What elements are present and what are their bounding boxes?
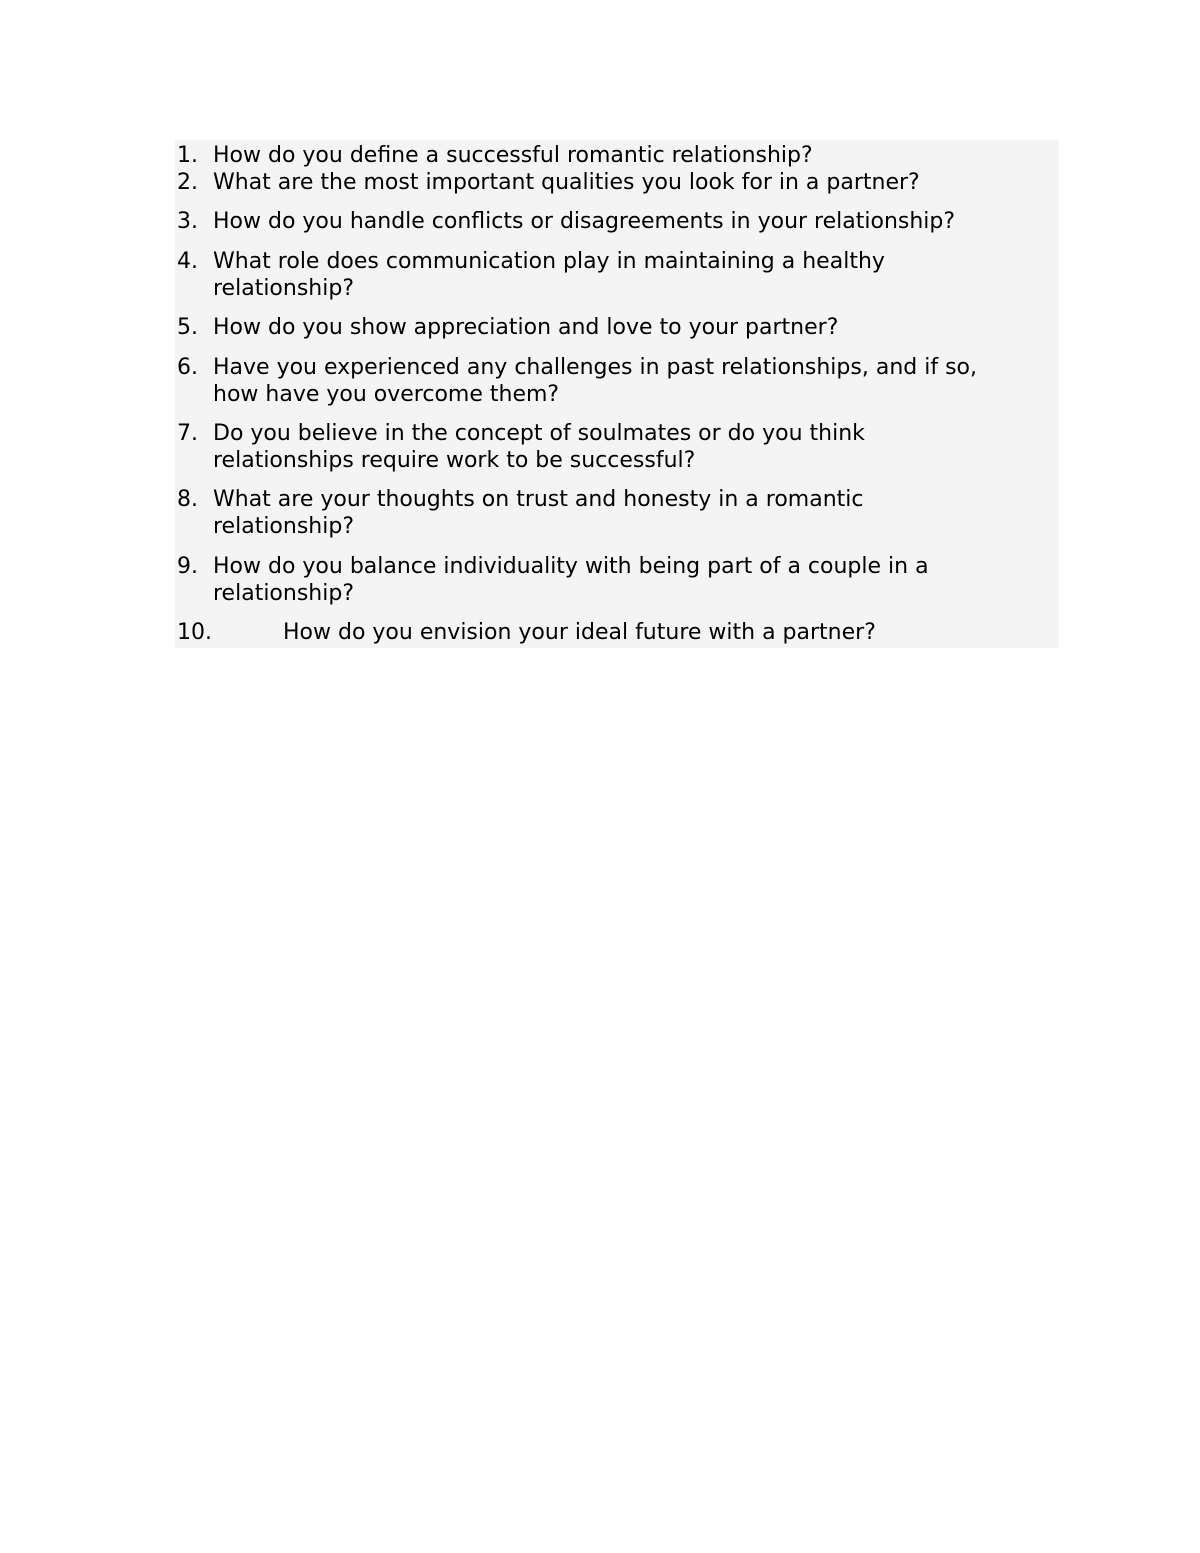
question-text-line-2: relationship? xyxy=(213,514,354,539)
question-text-line-1: Have you experienced any challenges in past relationships, and if so, xyxy=(213,355,977,380)
item-number: 2. xyxy=(177,170,198,195)
item-number: 10. xyxy=(177,620,212,645)
item-number: 1. xyxy=(177,143,198,168)
list-item-3 xyxy=(175,208,1059,235)
list-item-9 xyxy=(175,553,1059,607)
list-item-1 xyxy=(175,142,1059,169)
list-item-10 xyxy=(175,619,1059,646)
question-text-line-1: What are your thoughts on trust and honesty in a romantic xyxy=(213,487,864,512)
list-item-5 xyxy=(175,314,1059,341)
question-text: How do you handle conflicts or disagreements in your relationship? xyxy=(213,209,956,234)
question-text-line-1: What role does communication play in maintaining a healthy xyxy=(213,249,885,274)
question-text-line-1: Do you believe in the concept of soulmates or do you think xyxy=(213,421,865,446)
question-text-line-1: How do you balance individuality with being part of a couple in a xyxy=(213,554,929,579)
question-text: What are the most important qualities you look for in a partner? xyxy=(213,170,920,195)
item-number: 3. xyxy=(177,209,198,234)
question-text-line-2: relationships require work to be successful? xyxy=(213,448,696,473)
question-text-line-2: relationship? xyxy=(213,276,354,301)
question-text: How do you define a successful romantic relationship? xyxy=(213,143,813,168)
item-number: 9. xyxy=(177,554,198,579)
list-item-8 xyxy=(175,486,1059,540)
list-item-2 xyxy=(175,169,1059,196)
question-list xyxy=(175,140,1059,648)
item-number: 4. xyxy=(177,249,198,274)
list-item-4 xyxy=(175,248,1059,302)
item-number: 7. xyxy=(177,421,198,446)
question-text-line-2: relationship? xyxy=(213,581,354,606)
question-text: How do you show appreciation and love to your partner? xyxy=(213,315,839,340)
item-number: 5. xyxy=(177,315,198,340)
question-text-line-2: how have you overcome them? xyxy=(213,382,560,407)
question-text: How do you envision your ideal future with a partner? xyxy=(283,620,876,645)
list-item-7 xyxy=(175,420,1059,474)
item-number: 6. xyxy=(177,355,198,380)
item-number: 8. xyxy=(177,487,198,512)
list-item-6 xyxy=(175,354,1059,408)
